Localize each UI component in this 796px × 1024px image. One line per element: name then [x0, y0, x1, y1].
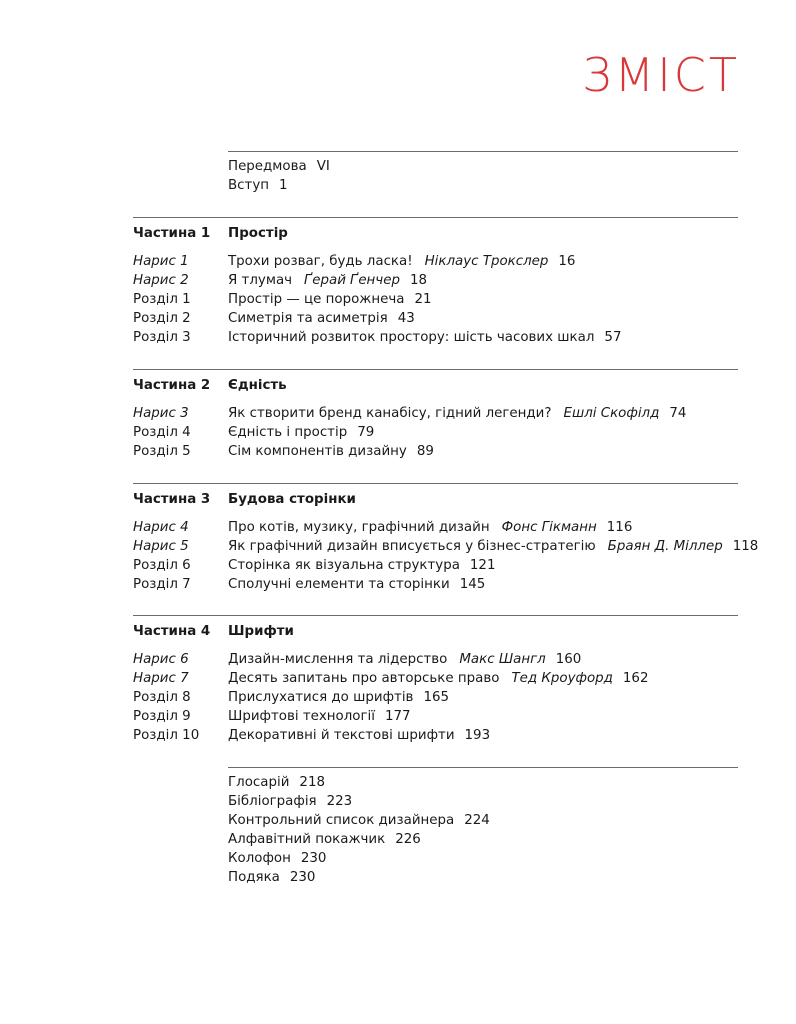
- entry-page-number: 118: [732, 539, 759, 554]
- entry-text: [228, 688, 449, 707]
- entry-title: Колофон: [228, 851, 291, 866]
- entry-page-number: 160: [555, 652, 582, 667]
- entry-text: [228, 328, 621, 347]
- entry-label: Розділ 7: [133, 577, 191, 592]
- entry-title: Прислухатися до шрифтів: [228, 690, 414, 705]
- entry-page-number: 177: [384, 709, 411, 724]
- entry-page-number: 57: [604, 330, 622, 345]
- entry-text: [228, 811, 490, 830]
- entry-text: [228, 290, 432, 309]
- section-divider: [228, 767, 738, 768]
- part-title: Простір: [228, 226, 288, 241]
- entry-title: Історичний розвиток простору: шість часових шкал: [228, 330, 595, 345]
- section-divider: [133, 369, 738, 370]
- entry-text: [228, 442, 434, 461]
- entry-page-number: 121: [469, 558, 496, 573]
- entry-text: [228, 707, 411, 726]
- entry-title: Контрольний список дизайнера: [228, 813, 455, 828]
- entry-author: Браян Д. Міллер: [607, 539, 723, 554]
- entry-page-number: 21: [414, 292, 432, 307]
- entry-page-number: 43: [397, 311, 415, 326]
- entry-page-number: 74: [669, 406, 687, 421]
- entry-text: [228, 669, 648, 688]
- entry-page-number: 79: [357, 425, 375, 440]
- entry-label: Нарис 5: [133, 539, 189, 554]
- entry-text: [228, 157, 330, 176]
- entry-page-number: 193: [464, 728, 491, 743]
- entry-title: Шрифтові технології: [228, 709, 375, 724]
- entry-page-number: 165: [423, 690, 450, 705]
- entry-title: Я тлумач: [228, 273, 293, 288]
- entry-text: [228, 773, 325, 792]
- entry-text: [228, 176, 288, 195]
- part-label: Частина 4: [133, 624, 211, 639]
- entry-label: Розділ 10: [133, 728, 200, 743]
- entry-page-number: 16: [558, 254, 576, 269]
- part-label: Частина 3: [133, 492, 211, 507]
- entry-text: [228, 575, 485, 594]
- entry-title: Передмова: [228, 159, 307, 174]
- entry-label: Розділ 6: [133, 558, 191, 573]
- entry-title: Як графічний дизайн вписується у бізнес-стратегію: [228, 539, 596, 554]
- entry-page-number: 1: [279, 178, 288, 193]
- part-label: Частина 1: [133, 226, 211, 241]
- entry-page-number: 226: [395, 832, 421, 847]
- entry-text: [228, 271, 427, 290]
- entry-text: [228, 309, 415, 328]
- entry-page-number: VI: [316, 159, 330, 174]
- entry-page-number: 116: [606, 520, 633, 535]
- section-divider: [133, 217, 738, 218]
- entry-author: Фонс Гікманн: [501, 520, 597, 535]
- entry-page-number: 218: [299, 775, 325, 790]
- entry-text: [228, 792, 352, 811]
- entry-text: [228, 537, 758, 556]
- entry-page-number: 223: [326, 794, 353, 809]
- entry-label: Нарис 4: [133, 520, 189, 535]
- entry-title: Бібліографія: [228, 794, 317, 809]
- section-divider: [133, 615, 738, 616]
- part-label: Частина 2: [133, 378, 211, 393]
- entry-label: Розділ 1: [133, 292, 191, 307]
- entry-title: Сторінка як візуальна структура: [228, 558, 460, 573]
- entry-text: [228, 868, 315, 887]
- entry-title: Декоративні й текстові шрифти: [228, 728, 455, 743]
- entry-title: Єдність і простір: [228, 425, 348, 440]
- entry-label: Нарис 7: [133, 671, 189, 686]
- entry-page-number: 230: [289, 870, 316, 885]
- entry-title: Про котів, музику, графічний дизайн: [228, 520, 490, 535]
- entry-label: Розділ 2: [133, 311, 191, 326]
- entry-title: Сім компонентів дизайну: [228, 444, 407, 459]
- entry-title: Як створити бренд канабісу, гідний легенди?: [228, 406, 552, 421]
- entry-author: Макс Шангл: [459, 652, 546, 667]
- entry-label: Розділ 5: [133, 444, 191, 459]
- page-title: ЗМІСТ: [582, 48, 740, 102]
- entry-title: Сполучні елементи та сторінки: [228, 577, 450, 592]
- part-title: Єдність: [228, 378, 287, 393]
- entry-page-number: 18: [409, 273, 428, 288]
- section-divider: [228, 151, 738, 152]
- entry-label: Нарис 1: [133, 254, 189, 269]
- entry-title: Дизайн-мислення та лідерство: [228, 652, 448, 667]
- entry-title: Десять запитань про авторське право: [228, 671, 500, 686]
- entry-label: Розділ 4: [133, 425, 191, 440]
- entry-page-number: 162: [622, 671, 649, 686]
- entry-author: Тед Кроуфорд: [511, 671, 613, 686]
- entry-page-number: 224: [464, 813, 490, 828]
- entry-title: Трохи розваг, будь ласка!: [228, 254, 413, 269]
- entry-text: [228, 726, 490, 745]
- entry-title: Подяка: [228, 870, 280, 885]
- entry-label: Розділ 8: [133, 690, 191, 705]
- part-title: Будова сторінки: [228, 492, 356, 507]
- entry-author: Ніклаус Трокслер: [424, 254, 549, 269]
- entry-label: Розділ 9: [133, 709, 191, 724]
- section-divider: [133, 483, 738, 484]
- entry-author: Ґерай Ґенчер: [304, 273, 400, 288]
- entry-page-number: 89: [416, 444, 434, 459]
- entry-label: Нарис 2: [133, 273, 189, 288]
- part-title: Шрифти: [228, 624, 294, 639]
- entry-label: Нарис 6: [133, 652, 189, 667]
- entry-author: Ешлі Скофілд: [563, 406, 660, 421]
- entry-text: [228, 650, 581, 669]
- entry-title: Вступ: [228, 178, 270, 193]
- entry-text: [228, 849, 326, 868]
- entry-title: Симетрія та асиметрія: [228, 311, 388, 326]
- entry-text: [228, 252, 575, 271]
- entry-text: [228, 518, 632, 537]
- entry-page-number: 145: [459, 577, 486, 592]
- entry-text: [228, 423, 374, 442]
- entry-text: [228, 556, 495, 575]
- entry-title: Простір — це порожнеча: [228, 292, 405, 307]
- entry-label: Розділ 3: [133, 330, 191, 345]
- entry-text: [228, 830, 421, 849]
- entry-page-number: 230: [300, 851, 327, 866]
- entry-title: Глосарій: [228, 775, 290, 790]
- entry-title: Алфавітний покажчик: [228, 832, 386, 847]
- entry-text: [228, 404, 686, 423]
- entry-label: Нарис 3: [133, 406, 189, 421]
